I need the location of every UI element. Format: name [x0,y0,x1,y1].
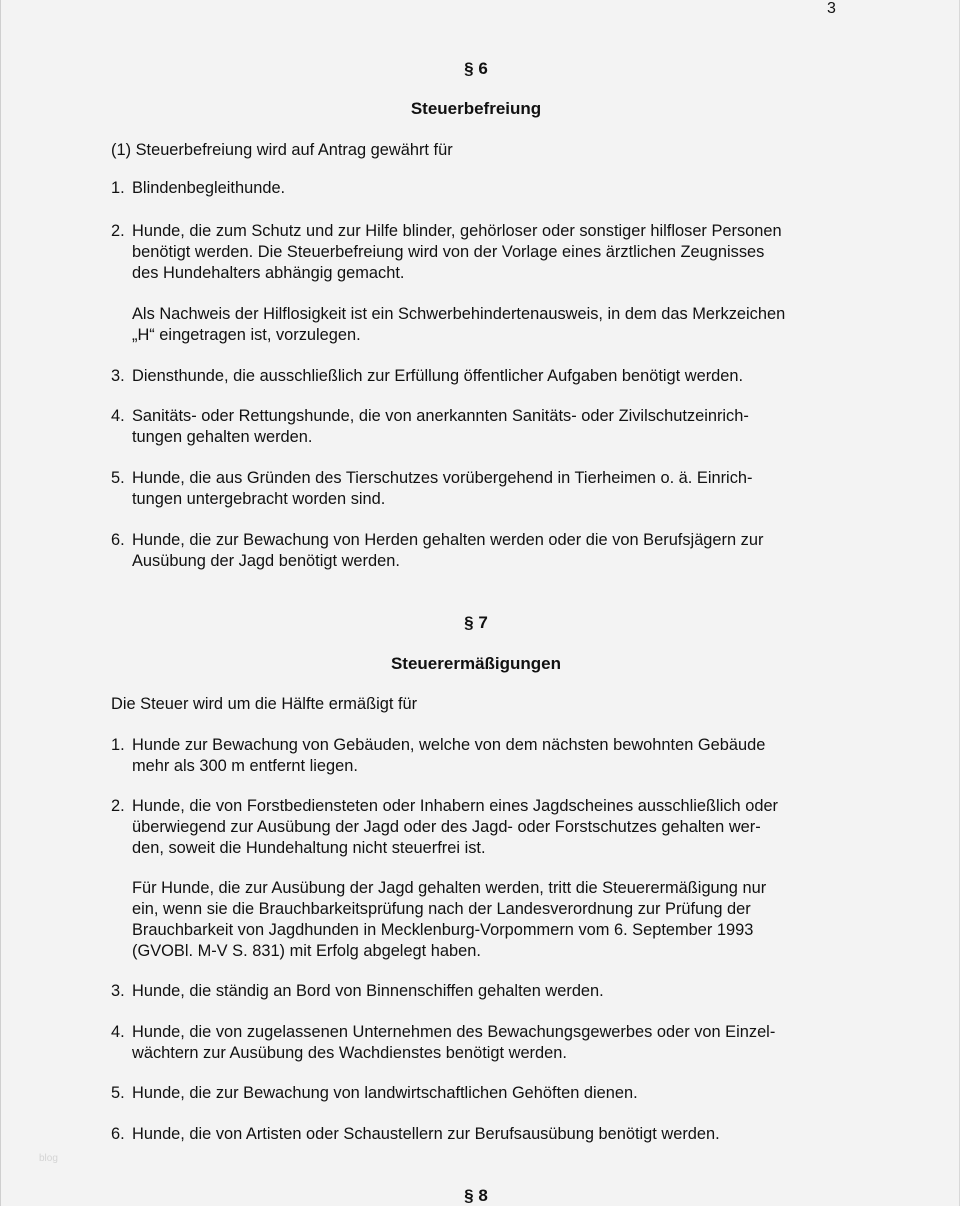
section-6-intro: (1) Steuerbefreiung wird auf Antrag gewährt für [111,141,453,159]
item-line: Hunde, die von Artisten oder Schaustellern zur Berufsausübung benötigt werden. [132,1125,720,1143]
item-line: Für Hunde, die zur Ausübung der Jagd gehalten werden, tritt die Steuerermäßigung nur [132,879,767,897]
item-line: Als Nachweis der Hilflosigkeit ist ein Schwerbehindertenausweis, in dem das Merkzeichen [132,305,786,323]
item-line: „H“ eingetragen ist, vorzulegen. [132,326,361,344]
item-line: tungen untergebracht worden sind. [132,490,386,508]
item-line: Hunde zur Bewachung von Gebäuden, welche von dem nächsten bewohnten Gebäude [132,736,766,754]
item-number: 4. [111,407,125,425]
item-line: überwiegend zur Ausübung der Jagd oder des Jagd- oder Forstschutzes gehalten wer- [132,818,761,836]
item-line: Diensthunde, die ausschließlich zur Erfüllung öffentlicher Aufgaben benötigt werden. [132,367,744,385]
item-line: (GVOBl. M-V S. 831) mit Erfolg abgelegt haben. [132,942,481,960]
item-line: Hunde, die zur Bewachung von Herden gehalten werden oder die von Berufsjägern zur [132,531,764,549]
item-number: 1. [111,179,125,197]
item-line: Blindenbegleithunde. [132,179,286,197]
item-line: Hunde, die zur Bewachung von landwirtschaftlichen Gehöften dienen. [132,1084,638,1102]
item-line: tungen gehalten werden. [132,428,313,446]
item-line: Hunde, die ständig an Bord von Binnenschiffen gehalten werden. [132,982,604,1000]
item-line: Hunde, die aus Gründen des Tierschutzes vorübergehend in Tierheimen o. ä. Einrich- [132,469,753,487]
item-line: ein, wenn sie die Brauchbarkeitsprüfung nach der Landesverordnung zur Prüfung der [132,900,751,918]
item-line: des Hundehalters abhängig gemacht. [132,264,405,282]
item-line: wächtern zur Ausübung des Wachdienstes benötigt werden. [132,1044,567,1062]
item-number: 2. [111,797,125,815]
item-line: den, soweit die Hundehaltung nicht steuerfrei ist. [132,839,486,857]
item-number: 5. [111,1084,125,1102]
item-line: Sanitäts- oder Rettungshunde, die von anerkannten Sanitäts- oder Zivilschutzeinrich- [132,407,749,425]
item-number: 5. [111,469,125,487]
item-line: Ausübung der Jagd benötigt werden. [132,552,400,570]
item-line: Hunde, die von Forstbediensteten oder Inhabern eines Jagdscheines ausschließlich oder [132,797,779,815]
section-7-intro: Die Steuer wird um die Hälfte ermäßigt für [111,695,418,713]
item-number: 3. [111,367,125,385]
item-number: 2. [111,222,125,240]
item-line: Hunde, die zum Schutz und zur Hilfe blinder, gehörloser oder sonstiger hilfloser Personen [132,222,782,240]
item-number: 3. [111,982,125,1000]
item-number: 1. [111,736,125,754]
item-line: mehr als 300 m entfernt liegen. [132,757,358,775]
page-number: 3 [827,0,836,17]
section-6-title: Steuerbefreiung [410,99,542,118]
item-number: 6. [111,1125,125,1143]
item-line: benötigt werden. Die Steuerbefreiung wird von der Vorlage eines ärztlichen Zeugnisses [132,243,765,261]
section-8-sign: § 8 [464,1186,488,1205]
section-7-sign: § 7 [464,613,488,632]
item-number: 4. [111,1023,125,1041]
item-line: Brauchbarkeit von Jagdhunden in Mecklenburg-Vorpommern vom 6. September 1993 [132,921,754,939]
watermark: blog [39,1153,58,1164]
item-number: 6. [111,531,125,549]
item-line: Hunde, die von zugelassenen Unternehmen des Bewachungsgewerbes oder von Einzel- [132,1023,776,1041]
section-7-title: Steuerermäßigungen [390,654,562,673]
section-6-sign: § 6 [464,59,488,78]
